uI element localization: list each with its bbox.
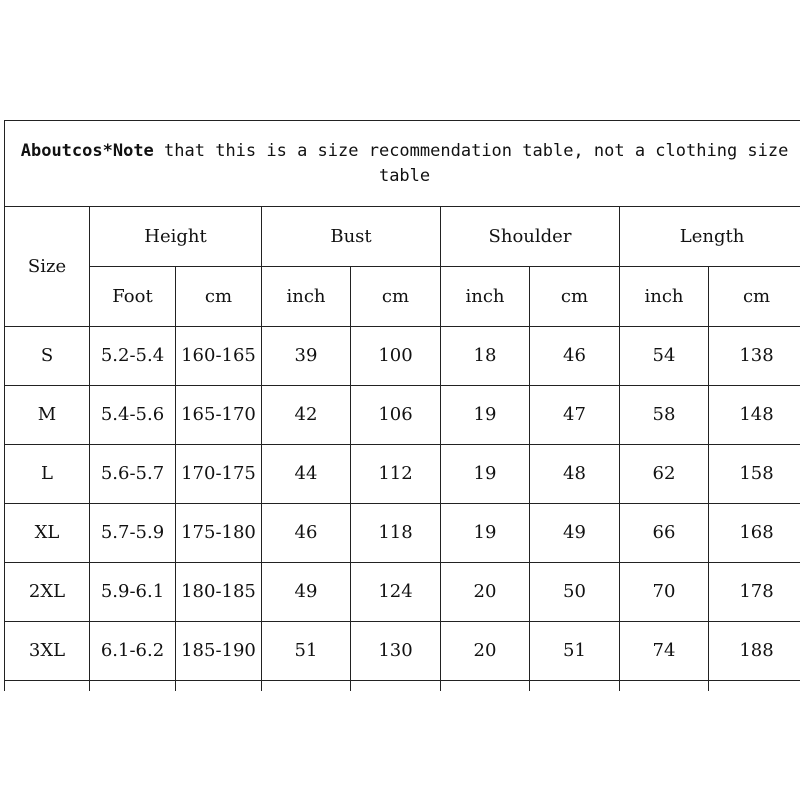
cell-shoulder-inch: 18 bbox=[441, 327, 530, 386]
cell-bust-inch: 49 bbox=[262, 563, 351, 622]
cell-shoulder-cm: 47 bbox=[530, 386, 620, 445]
cell-height-foot: 5.7-5.9 bbox=[90, 504, 176, 563]
cell-bust-cm: 124 bbox=[351, 563, 441, 622]
cell-size: 2XL bbox=[5, 563, 90, 622]
table-row bbox=[5, 622, 800, 681]
cell-height-foot: 5.2-5.4 bbox=[90, 327, 176, 386]
cell-size: L bbox=[5, 445, 90, 504]
cell-shoulder-cm: 50 bbox=[530, 563, 620, 622]
cell-size: S bbox=[5, 327, 90, 386]
cell-shoulder-inch: 19 bbox=[441, 386, 530, 445]
header-size: Size bbox=[5, 207, 90, 327]
cell-length-cm: 138 bbox=[709, 327, 800, 386]
note-text: that this is a size recommendation table, not a clothing size table bbox=[153, 140, 789, 186]
cell-height-foot: 5.6-5.7 bbox=[90, 445, 176, 504]
unit-shoulder-cm: cm bbox=[530, 267, 620, 327]
cell-bust-inch: 51 bbox=[262, 622, 351, 681]
cell-length-inch: 70 bbox=[620, 563, 709, 622]
cell-bust-cm: 112 bbox=[351, 445, 441, 504]
size-note bbox=[5, 121, 800, 207]
cell-bust-inch: 46 bbox=[262, 504, 351, 563]
header-height: Height bbox=[90, 207, 262, 267]
unit-height-foot: Foot bbox=[90, 267, 176, 327]
cell-height-cm: 175-180 bbox=[176, 504, 262, 563]
table-row bbox=[5, 563, 800, 622]
header-bust: Bust bbox=[262, 207, 441, 267]
header-length: Length bbox=[620, 207, 800, 267]
size-chart-table bbox=[4, 120, 800, 691]
cell-height-cm: 160-165 bbox=[176, 327, 262, 386]
cell-shoulder-inch: 20 bbox=[441, 622, 530, 681]
unit-height-cm: cm bbox=[176, 267, 262, 327]
table-row bbox=[5, 504, 800, 563]
unit-length-cm: cm bbox=[709, 267, 800, 327]
table-row bbox=[5, 327, 800, 386]
cell-length-cm: 168 bbox=[709, 504, 800, 563]
cell-shoulder-cm: 51 bbox=[530, 622, 620, 681]
cell-height-cm: 180-185 bbox=[176, 563, 262, 622]
table-row bbox=[5, 386, 800, 445]
note-brand: Aboutcos*Note bbox=[20, 140, 154, 161]
cell-height-cm: 170-175 bbox=[176, 445, 262, 504]
cell-size: 3XL bbox=[5, 622, 90, 681]
cell-height-foot: 5.4-5.6 bbox=[90, 386, 176, 445]
unit-shoulder-inch: inch bbox=[441, 267, 530, 327]
unit-bust-cm: cm bbox=[351, 267, 441, 327]
cell-bust-inch: 42 bbox=[262, 386, 351, 445]
cell-height-foot: 5.9-6.1 bbox=[90, 563, 176, 622]
cell-bust-cm: 100 bbox=[351, 327, 441, 386]
cell-length-inch: 54 bbox=[620, 327, 709, 386]
cell-shoulder-inch: 19 bbox=[441, 504, 530, 563]
cell-height-foot: 6.1-6.2 bbox=[90, 622, 176, 681]
cell-height-cm: 165-170 bbox=[176, 386, 262, 445]
unit-length-inch: inch bbox=[620, 267, 709, 327]
cell-size: M bbox=[5, 386, 90, 445]
cell-length-cm: 158 bbox=[709, 445, 800, 504]
cell-bust-cm: 130 bbox=[351, 622, 441, 681]
cell-bust-inch: 39 bbox=[262, 327, 351, 386]
cell-height-cm: 185-190 bbox=[176, 622, 262, 681]
cell-length-inch: 62 bbox=[620, 445, 709, 504]
cell-shoulder-cm: 49 bbox=[530, 504, 620, 563]
cell-shoulder-cm: 46 bbox=[530, 327, 620, 386]
cell-bust-cm: 106 bbox=[351, 386, 441, 445]
cell-length-cm: 178 bbox=[709, 563, 800, 622]
cell-shoulder-inch: 19 bbox=[441, 445, 530, 504]
cell-length-cm: 188 bbox=[709, 622, 800, 681]
cell-shoulder-inch: 20 bbox=[441, 563, 530, 622]
table-cutoff-row bbox=[5, 681, 800, 692]
cell-length-inch: 58 bbox=[620, 386, 709, 445]
cell-bust-inch: 44 bbox=[262, 445, 351, 504]
cell-shoulder-cm: 48 bbox=[530, 445, 620, 504]
cell-size: XL bbox=[5, 504, 90, 563]
cell-bust-cm: 118 bbox=[351, 504, 441, 563]
cell-length-cm: 148 bbox=[709, 386, 800, 445]
cell-length-inch: 66 bbox=[620, 504, 709, 563]
header-shoulder: Shoulder bbox=[441, 207, 620, 267]
unit-bust-inch: inch bbox=[262, 267, 351, 327]
table-row bbox=[5, 445, 800, 504]
cell-length-inch: 74 bbox=[620, 622, 709, 681]
